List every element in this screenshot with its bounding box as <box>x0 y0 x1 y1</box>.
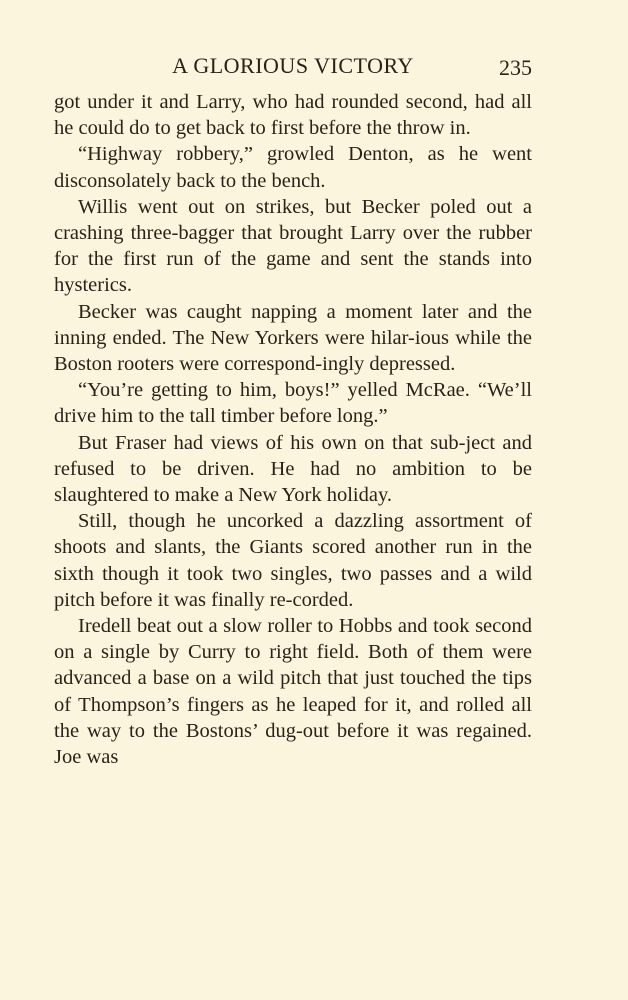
paragraph: Iredell beat out a slow roller to Hobbs and took second on a single by Curry to right field. Both of them were advanced a base on a wild pitch that just touched the tips of Thompson’s fingers as he leaped for it, and rolled all the way to the Bostons’ dug-out before it was regained. Joe was <box>54 615 532 769</box>
paragraph: Willis went out on strikes, but Becker poled out a crashing three-bagger that brought Larry over the rubber for the first run of the game and sent the stands into hysterics. <box>54 195 532 297</box>
paragraph: “You’re getting to him, boys!” yelled McRae. “We’ll drive him to the tall timber before long.” <box>54 379 532 428</box>
paragraph: Becker was caught napping a moment later and the inning ended. The New Yorkers were hilar-ious while the Boston rooters were correspond-ingly depressed. <box>54 300 532 376</box>
paragraph: Still, though he uncorked a dazzling assortment of shoots and slants, the Giants scored another run in the sixth though it took two singles, two passes and a wild pitch before it was finally re-corded. <box>54 510 532 611</box>
paragraph: “Highway robbery,” growled Denton, as he went disconsolately back to the bench. <box>54 143 532 192</box>
page-number: 235 <box>499 55 532 80</box>
chapter-title: A GLORIOUS VICTORY <box>172 53 414 78</box>
paragraph-continued: got under it and Larry, who had rounded second, had all he could do to get back to first before the throw in. <box>54 91 532 140</box>
running-head <box>54 52 532 84</box>
paragraph: But Fraser had views of his own on that sub-ject and refused to be driven. He had no ambition to be slaughtered to make a New York holiday. <box>54 431 532 507</box>
body-text <box>54 89 532 770</box>
